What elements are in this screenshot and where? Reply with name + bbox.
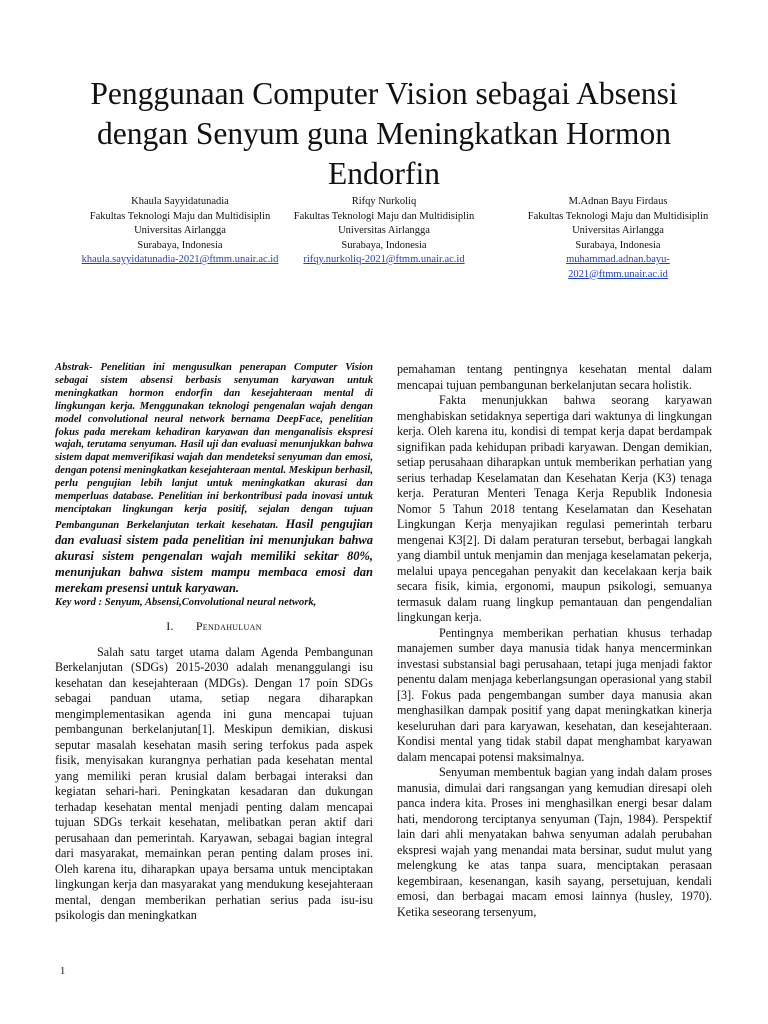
author-university: Universitas Airlangga — [572, 225, 664, 236]
author-city: Surabaya, Indonesia — [575, 239, 661, 251]
paragraph: Salah satu target utama dalam Agenda Pembangunan Berkelanjutan (SDGs) 2015-2030 adalah menanggulangi isu kesehatan dan kesejahteraan (MDGs). Dengan 17 poin SDGs sebagai panduan utama, setiap negara diharapkan mengimplementasikan agenda ini guna mencapai tujuan pembangunan berkelanjutan[1]. Meskipun demikian, diskusi seputar masalah kesehatan masih sering terfokus pada aspek fisik, menyisakan kurangnya perhatian pada kesehatan mental yang memiliki peran krusial dalam berbagai interaksi dan kegiatan sehari-hari. Peningkatan kesadaran dan dukungan terhadap kesehatan mental menjadi penting dalam mencapai tujuan SDGs terkait kesehatan, melibatkan peran aktif dari perusahaan dan pemerintah. Karyawan, sebagai bagian integral dari masyarakat, memainkan peran penting dalam proses ini. Oleh karena itu, diharapkan upaya bersama untuk menciptakan lingkungan kerja dan masyarakat yang mendukung kesejahteraan mental, dengan memberikan perhatian serius pada isu-isu psikologis dan meningkatkan — [55, 644, 373, 923]
left-column — [55, 362, 373, 924]
section-heading — [55, 619, 373, 635]
author-university: Universitas Airlangga — [134, 225, 226, 236]
abstract — [55, 362, 373, 596]
author-city: Surabaya, Indonesia — [137, 239, 223, 251]
paragraph: pemahaman tentang pentingnya kesehatan mental dalam mencapai tujuan pembangunan berkelanjutan secara holistik. — [397, 362, 712, 392]
author-name: M.Adnan Bayu Firdaus — [568, 196, 668, 207]
author-university: Universitas Airlangga — [338, 225, 430, 236]
author-faculty: Fakultas Teknologi Maju dan Multidisiplin — [89, 210, 271, 222]
author-email-link[interactable]: muhammad.adnan.bayu-2021@ftmm.unair.ac.id — [566, 254, 670, 280]
paragraph: Senyuman membentuk bagian yang indah dalam proses manusia, dimulai dari rangsangan yang kemudian diresapi oleh panca indera kita. Proses ini menghasilkan energi besar dalam hati, mendorong terciptanya senyuman (Tajn, 1984). Perspektif lain dari ahli menyatakan bahwa senyuman adalah perubahan ekspresi wajah yang menandai mata bersinar, sudut mulut yang melengkung ke atas tanpa suara, menciptakan perasaan kegembiraan, kesenangan, kasih sayang, persetujuan, kendali emosi, dan berbagai macam emosi lainnya (husley, 1970). Ketika seseorang tersenyum, — [397, 765, 712, 919]
right-column — [397, 362, 712, 920]
author-name: Khaula Sayyidatunadia — [131, 196, 229, 207]
author-block-3 — [518, 195, 718, 282]
author-block-1 — [80, 195, 280, 268]
author-city: Surabaya, Indonesia — [341, 239, 427, 251]
section-title: Pendahuluan — [195, 619, 262, 634]
paragraph: Pentingnya memberikan perhatian khusus terhadap manajemen sumber daya manusia tidak hanya mencerminkan investasi substansial bagi perusahaan, tetapi juga menjadi faktor penentu dalam menjaga keberlangsungan operasional yang stabil [3]. Fokus pada pengembangan sumber daya manusia akan menghasilkan dampak positif yang dapat meningkatkan kinerja keseluruhan dari para karyawan, kesehatan, dan kesejahteraan. Kondisi mental yang tidak stabil dapat menghambat karyawan dalam mencapai potensi maksimalnya. — [397, 625, 712, 764]
author-faculty: Fakultas Teknologi Maju dan Multidisiplin — [293, 210, 475, 222]
author-name: Rifqy Nurkoliq — [351, 196, 417, 207]
paper-title: Penggunaan Computer Vision sebagai Absensi dengan Senyum guna Meningkatkan Hormon Endorfin — [90, 76, 678, 191]
author-email-link[interactable]: khaula.sayyidatunadia-2021@ftmm.unair.ac.id — [81, 254, 279, 265]
abstract-emphasis: Hasil pengujian dan evaluasi sistem pada penelitian ini menunjukan bahwa akurasi sistem pengenalan wajah memiliki sekitar 80%, menunjukan bahwa sistem mampu membaca emosi dan merekam presensi untuk karyawan. — [55, 516, 373, 595]
author-email-link[interactable]: rifqy.nurkoliq-2021@ftmm.unair.ac.id — [303, 254, 465, 265]
author-faculty: Fakultas Teknologi Maju dan Multidisiplin — [527, 210, 709, 222]
paragraph: Fakta menunjukkan bahwa seorang karyawan menghabiskan setidaknya sepertiga dari waktunya di lingkungan kerja. Oleh karena itu, kondisi di tempat kerja dapat berdampak signifikan pada kehidupan pribadi karyawan. Dengan demikian, setiap perusahaan diharapkan untuk memberikan perhatian yang serius terhadap Keselamatan dan Kesehatan Kerja (K3) tenaga kerja. Peraturan Menteri Tenaga Kerja Republik Indonesia Nomor 5 Tahun 2018 tentang Keselamatan dan Kesehatan Lingkungan Kerja menyajikan regulasi pemerintah terbaru mengenai K3[2]. Di dalam peraturan tersebut, berbagai langkah yang diambil untuk menjamin dan menjaga keselamatan pekerja, melalui upaya pencegahan penyakit dan kecelakaan kerja baik secara fisik, kimia, ergonomi, maupun psikologi, semuanya termasuk dalam ruang lingkup pemantauan dan pengendalian lingkungan kerja. — [397, 393, 712, 624]
keywords: Key word : Senyum, Absensi,Convolutional neural network, — [55, 597, 317, 609]
section-number: I. — [166, 619, 174, 634]
author-block-2 — [284, 195, 484, 268]
abstract-text: Abstrak- Penelitian ini mengusulkan penerapan Computer Vision sebagai sistem absensi berbasis senyuman karyawan untuk meningkatkan hormon endorfin dan kesejahteraan mental di lingkungan kerja. Menggunakan teknologi pengenalan wajah dengan model convolutional neural network bernama DeepFace, penelitian fokus pada merekam kehadiran karyawan dan menganalisis ekspresi wajah, terutama senyuman. Hasil uji dan evaluasi menunjukkan bahwa sistem dapat memverifikasi wajah dan mendeteksi senyuman dan emosi, dengan potensi meningkatkan kesejahteraan mental. Meskipun berhasil, perlu pengujian lebih lanjut untuk meningkatkan akurasi dan memperluas database. Penelitian ini berkontribusi pada inovasi untuk menciptakan lingkungan kerja positif, sejalan dengan tujuan Pembangunan Berkelanjutan terkait kesehatan. — [55, 362, 373, 531]
page-number: 1 — [60, 966, 66, 977]
